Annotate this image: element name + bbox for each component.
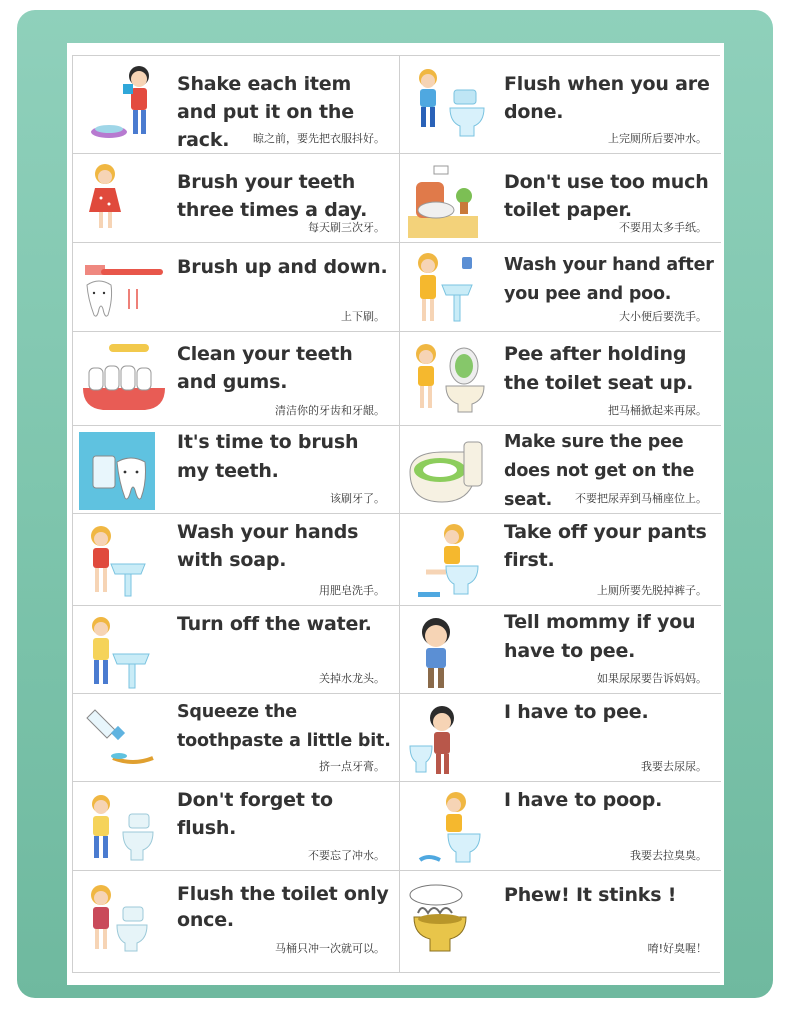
card-toilet-paper [400,154,721,243]
boy-needs-pee-icon [406,612,498,692]
card-text-en: Flush when you are done. [504,73,710,123]
card-text-en: Flush the toilet only once. [177,883,389,931]
girl-washing-hands-icon [406,249,498,329]
child-on-toilet-icon [406,520,498,600]
card-pee-seat [400,426,721,514]
card-text-zh: 不要忘了冲水。 [308,849,385,862]
teeth-and-gums-icon [79,338,171,418]
card-text-en: Turn off the water. [177,613,372,635]
card-text-zh: 不要把尿弄到马桶座位上。 [575,492,707,505]
girl-hanging-clothes-icon [79,62,171,142]
card-text-zh: 把马桶掀起来再尿。 [608,404,707,417]
card-text-zh: 马桶只冲一次就可以。 [275,942,385,955]
card-text-zh: 如果尿尿要告诉妈妈。 [597,672,707,685]
card-squeeze-toothpaste [73,694,400,782]
toilet-paper-icon [406,160,498,240]
card-text-zh: 上厕所要先脱掉裤子。 [597,584,707,597]
card-text-zh: 上完厕所后要冲水。 [608,132,707,145]
card-text-zh: 每天刷三次牙。 [308,221,385,234]
card-text-zh: 用肥皂洗手。 [319,584,385,597]
card-wash-after [400,243,721,332]
girl-at-sink-icon [79,520,171,600]
card-text-zh: 唷!好臭喔！ [647,942,707,955]
card-text-en: Take off your pants first. [504,521,707,571]
card-wash-soap [73,514,400,606]
card-text-zh: 该刷牙了。 [330,492,385,505]
card-text-en: Clean your teeth and gums. [177,343,353,393]
card-text-en: Brush up and down. [177,256,388,278]
card-text-en: It's time to brush my teeth. [177,431,359,482]
card-text-zh: 我要去拉臭臭。 [630,849,707,862]
tooth-with-toothbrush-icon [79,249,171,329]
card-text-en: Shake each item and put it on the rack. [177,73,354,151]
girl-flushing-icon [79,877,171,957]
toilet-seat-icon [406,432,498,512]
card-flush-done [400,56,721,154]
tooth-with-toothpaste-icon [79,432,171,512]
card-text-en: Wash your hand after you pee and poo. [504,255,714,304]
card-text-zh: 大小便后要洗手。 [619,310,707,323]
card-seat-up [400,332,721,426]
card-text-en: Pee after holding the toilet seat up. [504,343,694,394]
card-flush-once [73,871,400,972]
girl-lifting-toilet-seat-icon [406,338,498,418]
child-sitting-toilet-icon [406,788,498,868]
boy-turning-off-tap-icon [79,612,171,692]
boy-at-toilet-icon [406,700,498,780]
card-brush-up-down [73,243,400,332]
toothpaste-tube-icon [79,700,171,780]
card-dont-forget-flush [73,782,400,871]
card-text-en: Don't forget to flush. [177,789,333,839]
boy-flushing-toilet-icon [406,62,498,142]
card-text-en: Brush your teeth three times a day. [177,171,368,221]
card-text-zh: 晾之前，要先把衣服抖好。 [253,132,385,145]
card-have-to-pee [400,694,721,782]
card-text-en: Phew! It stinks ! [504,884,677,906]
card-text-en: I have to poop. [504,789,663,811]
girl-brushing-teeth-icon [79,160,171,240]
card-text-en: Tell mommy if you have to pee. [504,611,696,662]
card-text-zh: 我要去尿尿。 [641,760,707,773]
card-text-en: Squeeze the toothpaste a little bit. [177,702,391,751]
card-tell-mommy [400,606,721,694]
card-teeth-gums [73,332,400,426]
card-text-zh: 不要用太多手纸。 [619,221,707,234]
boy-pointing-toilet-icon [79,788,171,868]
smelly-toilet-icon [406,877,498,957]
card-text-en: Don't use too much toilet paper. [504,171,709,221]
card-shake-clothes [73,56,400,154]
card-text-en: I have to pee. [504,701,649,723]
card-text-en: Make sure the pee does not get on the seat. [504,432,695,510]
card-pants-off [400,514,721,606]
card-time-to-brush [73,426,400,514]
card-brush-three-times [73,154,400,243]
card-text-en: Wash your hands with soap. [177,521,359,571]
card-turn-off-water [73,606,400,694]
card-it-stinks [400,871,721,972]
card-grid [72,55,720,973]
card-text-zh: 上下刷。 [341,310,385,323]
card-text-zh: 关掉水龙头。 [319,672,385,685]
card-text-zh: 挤一点牙膏。 [319,760,385,773]
card-text-zh: 清洁你的牙齿和牙龈。 [275,404,385,417]
card-have-to-poop [400,782,721,871]
